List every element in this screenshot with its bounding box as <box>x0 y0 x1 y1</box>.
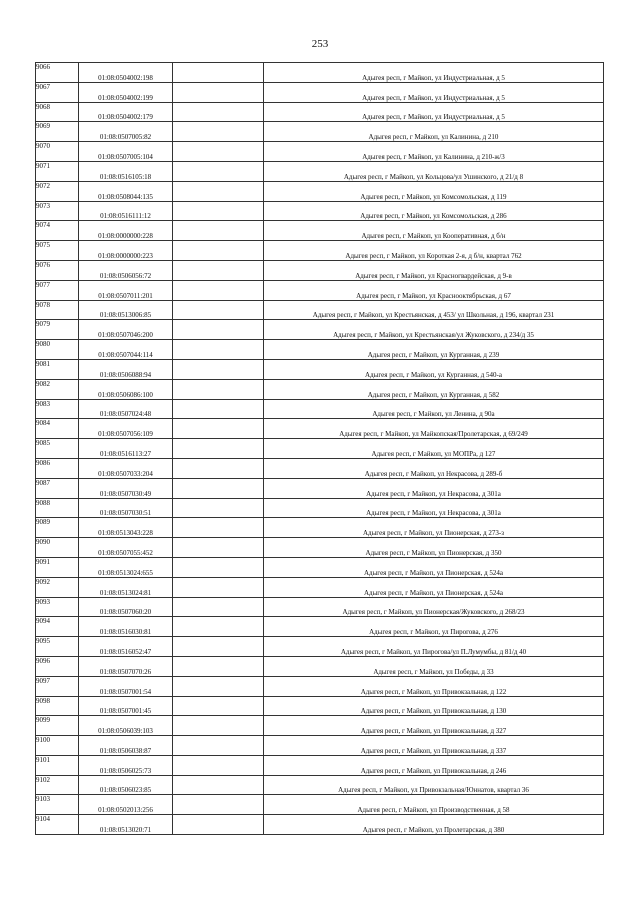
table-row <box>36 696 604 716</box>
cadastral-number-cell: 01:08:0506056:72 <box>79 260 173 280</box>
empty-cell <box>173 340 264 360</box>
table-row <box>36 656 604 676</box>
address-cell: Адыгея респ, г Майкоп, ул Красногвардейская, д 9-в <box>264 260 604 280</box>
table-row <box>36 82 604 102</box>
address-cell: Адыгея респ, г Майкоп, ул Пионерская, д 350 <box>264 538 604 558</box>
cadastral-number-cell: 01:08:0516030:81 <box>79 617 173 637</box>
table-row <box>36 122 604 142</box>
address-cell: Адыгея респ, г Майкоп, ул Майкопская/Пролетарская, д 69/249 <box>264 419 604 439</box>
empty-cell <box>173 755 264 775</box>
cadastral-number-cell: 01:08:0504002:198 <box>79 63 173 83</box>
cadastral-number-cell: 01:08:0516113:27 <box>79 439 173 459</box>
address-cell: Адыгея респ, г Майкоп, ул Пионерская, д 524а <box>264 577 604 597</box>
cadastral-number-cell: 01:08:0502013:256 <box>79 795 173 815</box>
cadastral-number-cell: 01:08:0507024:48 <box>79 399 173 419</box>
empty-cell <box>173 656 264 676</box>
row-number-cell: 9093 <box>36 597 79 617</box>
empty-cell <box>173 498 264 518</box>
address-cell: Адыгея респ, г Майкоп, ул Курганная, д 540-а <box>264 359 604 379</box>
row-number-cell: 9084 <box>36 419 79 439</box>
empty-cell <box>173 260 264 280</box>
address-cell: Адыгея респ, г Майкоп, ул Краснооктябрьская, д 67 <box>264 280 604 300</box>
cadastral-number-cell: 01:08:0506023:85 <box>79 775 173 795</box>
table-row <box>36 676 604 696</box>
table-row <box>36 597 604 617</box>
cadastral-number-cell: 01:08:0506038:87 <box>79 736 173 756</box>
table-row <box>36 181 604 201</box>
row-number-cell: 9081 <box>36 359 79 379</box>
row-number-cell: 9079 <box>36 320 79 340</box>
table-row <box>36 498 604 518</box>
empty-cell <box>173 518 264 538</box>
empty-cell <box>173 775 264 795</box>
cadastral-number-cell: 01:08:0513024:655 <box>79 557 173 577</box>
row-number-cell: 9089 <box>36 518 79 538</box>
table-row <box>36 260 604 280</box>
row-number-cell: 9094 <box>36 617 79 637</box>
row-number-cell: 9075 <box>36 241 79 261</box>
empty-cell <box>173 736 264 756</box>
row-number-cell: 9102 <box>36 775 79 795</box>
cadastral-number-cell: 01:08:0507011:201 <box>79 280 173 300</box>
address-cell: Адыгея респ, г Майкоп, ул Привокзальная, д 130 <box>264 696 604 716</box>
cadastral-number-cell: 01:08:0507033:204 <box>79 458 173 478</box>
cadastral-number-cell: 01:08:0507030:49 <box>79 478 173 498</box>
row-number-cell: 9091 <box>36 557 79 577</box>
address-cell: Адыгея респ, г Майкоп, ул Производственная, д 58 <box>264 795 604 815</box>
address-cell: Адыгея респ, г Майкоп, ул Индустриальная, д 5 <box>264 82 604 102</box>
row-number-cell: 9074 <box>36 221 79 241</box>
row-number-cell: 9085 <box>36 439 79 459</box>
row-number-cell: 9100 <box>36 736 79 756</box>
table-row <box>36 637 604 657</box>
table-row <box>36 538 604 558</box>
cadastral-number-cell: 01:08:0000000:223 <box>79 241 173 261</box>
row-number-cell: 9090 <box>36 538 79 558</box>
table-row <box>36 340 604 360</box>
cadastral-number-cell: 01:08:0507055:452 <box>79 538 173 558</box>
empty-cell <box>173 716 264 736</box>
page-number: 253 <box>311 38 329 50</box>
empty-cell <box>173 597 264 617</box>
empty-cell <box>173 676 264 696</box>
address-cell: Адыгея респ, г Майкоп, ул Пионерская, д 524а <box>264 557 604 577</box>
empty-cell <box>173 815 264 835</box>
row-number-cell: 9098 <box>36 696 79 716</box>
row-number-cell: 9101 <box>36 755 79 775</box>
table-row <box>36 775 604 795</box>
table-row <box>36 241 604 261</box>
empty-cell <box>173 82 264 102</box>
empty-cell <box>173 696 264 716</box>
cadastral-number-cell: 01:08:0506088:94 <box>79 359 173 379</box>
table-row <box>36 221 604 241</box>
empty-cell <box>173 617 264 637</box>
table-row <box>36 795 604 815</box>
table-row <box>36 399 604 419</box>
empty-cell <box>173 478 264 498</box>
empty-cell <box>173 161 264 181</box>
empty-cell <box>173 122 264 142</box>
cadastral-number-cell: 01:08:0504002:179 <box>79 102 173 122</box>
address-cell: Адыгея респ, г Майкоп, ул Пионерская/Жуковского, д 268/23 <box>264 597 604 617</box>
registry-table-body <box>36 63 604 835</box>
address-cell: Адыгея респ, г Майкоп, ул Некрасова, д 301а <box>264 498 604 518</box>
table-row <box>36 458 604 478</box>
empty-cell <box>173 637 264 657</box>
address-cell: Адыгея респ, г Майкоп, ул Комсомольская, д 286 <box>264 201 604 221</box>
table-row <box>36 300 604 320</box>
address-cell: Адыгея респ, г Майкоп, ул Крестьянская, д 453/ ул Школьная, д 196, квартал 231 <box>264 300 604 320</box>
address-cell: Адыгея респ, г Майкоп, ул Короткая 2-я, д б/н, квартал 762 <box>264 241 604 261</box>
table-row <box>36 63 604 83</box>
empty-cell <box>173 538 264 558</box>
row-number-cell: 9083 <box>36 399 79 419</box>
row-number-cell: 9066 <box>36 63 79 83</box>
empty-cell <box>173 320 264 340</box>
table-row <box>36 280 604 300</box>
address-cell: Адыгея респ, г Майкоп, ул Пирогова, д 276 <box>264 617 604 637</box>
table-row <box>36 161 604 181</box>
address-cell: Адыгея респ, г Майкоп, ул Комсомольская, д 119 <box>264 181 604 201</box>
empty-cell <box>173 439 264 459</box>
empty-cell <box>173 63 264 83</box>
cadastral-number-cell: 01:08:0507060:20 <box>79 597 173 617</box>
cadastral-number-cell: 01:08:0507030:51 <box>79 498 173 518</box>
row-number-cell: 9086 <box>36 458 79 478</box>
row-number-cell: 9095 <box>36 637 79 657</box>
row-number-cell: 9069 <box>36 122 79 142</box>
cadastral-number-cell: 01:08:0508044:135 <box>79 181 173 201</box>
address-cell: Адыгея респ, г Майкоп, ул Калинина, д 210-ж/3 <box>264 142 604 162</box>
table-row <box>36 755 604 775</box>
cadastral-number-cell: 01:08:0506086:100 <box>79 379 173 399</box>
address-cell: Адыгея респ, г Майкоп, ул Курганная, д 582 <box>264 379 604 399</box>
address-cell: Адыгея респ, г Майкоп, ул Калинина, д 210 <box>264 122 604 142</box>
cadastral-number-cell: 01:08:0507001:45 <box>79 696 173 716</box>
row-number-cell: 9088 <box>36 498 79 518</box>
cadastral-number-cell: 01:08:0000000:228 <box>79 221 173 241</box>
address-cell: Адыгея респ, г Майкоп, ул Крестьянская/ул Жуковского, д 234/д 35 <box>264 320 604 340</box>
empty-cell <box>173 221 264 241</box>
address-cell: Адыгея респ, г Майкоп, ул Привокзальная, д 337 <box>264 736 604 756</box>
table-row <box>36 142 604 162</box>
cadastral-number-cell: 01:08:0506025:73 <box>79 755 173 775</box>
table-row <box>36 201 604 221</box>
row-number-cell: 9087 <box>36 478 79 498</box>
address-cell: Адыгея респ, г Майкоп, ул Пирогова/ул П.Лумумбы, д 81/д 40 <box>264 637 604 657</box>
table-row <box>36 379 604 399</box>
cadastral-number-cell: 01:08:0507046:200 <box>79 320 173 340</box>
row-number-cell: 9097 <box>36 676 79 696</box>
row-number-cell: 9073 <box>36 201 79 221</box>
table-row <box>36 320 604 340</box>
cadastral-number-cell: 01:08:0513024:81 <box>79 577 173 597</box>
empty-cell <box>173 419 264 439</box>
row-number-cell: 9092 <box>36 577 79 597</box>
row-number-cell: 9071 <box>36 161 79 181</box>
row-number-cell: 9077 <box>36 280 79 300</box>
row-number-cell: 9082 <box>36 379 79 399</box>
address-cell: Адыгея респ, г Майкоп, ул Курганная, д 239 <box>264 340 604 360</box>
empty-cell <box>173 102 264 122</box>
row-number-cell: 9067 <box>36 82 79 102</box>
cadastral-number-cell: 01:08:0506039:103 <box>79 716 173 736</box>
empty-cell <box>173 241 264 261</box>
empty-cell <box>173 557 264 577</box>
empty-cell <box>173 181 264 201</box>
cadastral-number-cell: 01:08:0507001:54 <box>79 676 173 696</box>
cadastral-number-cell: 01:08:0507070:26 <box>79 656 173 676</box>
address-cell: Адыгея респ, г Майкоп, ул Некрасова, д 301а <box>264 478 604 498</box>
row-number-cell: 9076 <box>36 260 79 280</box>
cadastral-number-cell: 01:08:0507056:109 <box>79 419 173 439</box>
address-cell: Адыгея респ, г Майкоп, ул Индустриальная, д 5 <box>264 63 604 83</box>
row-number-cell: 9068 <box>36 102 79 122</box>
empty-cell <box>173 458 264 478</box>
address-cell: Адыгея респ, г Майкоп, ул МОПРа, д 127 <box>264 439 604 459</box>
row-number-cell: 9078 <box>36 300 79 320</box>
registry-table <box>35 62 604 835</box>
empty-cell <box>173 142 264 162</box>
cadastral-number-cell: 01:08:0516052:47 <box>79 637 173 657</box>
address-cell: Адыгея респ, г Майкоп, ул Кольцова/ул Ушинского, д 21/д 8 <box>264 161 604 181</box>
cadastral-number-cell: 01:08:0507005:82 <box>79 122 173 142</box>
empty-cell <box>173 300 264 320</box>
address-cell: Адыгея респ, г Майкоп, ул Привокзальная, д 327 <box>264 716 604 736</box>
row-number-cell: 9104 <box>36 815 79 835</box>
cadastral-number-cell: 01:08:0516111:12 <box>79 201 173 221</box>
address-cell: Адыгея респ, г Майкоп, ул Пролетарская, д 380 <box>264 815 604 835</box>
cadastral-number-cell: 01:08:0507005:104 <box>79 142 173 162</box>
row-number-cell: 9103 <box>36 795 79 815</box>
address-cell: Адыгея респ, г Майкоп, ул Ленина, д 90а <box>264 399 604 419</box>
empty-cell <box>173 379 264 399</box>
table-row <box>36 617 604 637</box>
cadastral-number-cell: 01:08:0513006:85 <box>79 300 173 320</box>
cadastral-number-cell: 01:08:0516105:18 <box>79 161 173 181</box>
table-row <box>36 359 604 379</box>
table-row <box>36 736 604 756</box>
table-row <box>36 815 604 835</box>
empty-cell <box>173 280 264 300</box>
table-row <box>36 439 604 459</box>
table-row <box>36 716 604 736</box>
row-number-cell: 9080 <box>36 340 79 360</box>
address-cell: Адыгея респ, г Майкоп, ул Кооперативная, д б/н <box>264 221 604 241</box>
row-number-cell: 9096 <box>36 656 79 676</box>
table-row <box>36 577 604 597</box>
table-row <box>36 419 604 439</box>
empty-cell <box>173 359 264 379</box>
address-cell: Адыгея респ, г Майкоп, ул Пионерская, д 273-з <box>264 518 604 538</box>
empty-cell <box>173 399 264 419</box>
row-number-cell: 9072 <box>36 181 79 201</box>
cadastral-number-cell: 01:08:0513043:228 <box>79 518 173 538</box>
address-cell: Адыгея респ, г Майкоп, ул Индустриальная, д 5 <box>264 102 604 122</box>
address-cell: Адыгея респ, г Майкоп, ул Победы, д 33 <box>264 656 604 676</box>
cadastral-number-cell: 01:08:0507044:114 <box>79 340 173 360</box>
address-cell: Адыгея респ, г Майкоп, ул Привокзальная, д 246 <box>264 755 604 775</box>
address-cell: Адыгея респ, г Майкоп, ул Привокзальная/Юннатов, квартал 36 <box>264 775 604 795</box>
empty-cell <box>173 201 264 221</box>
row-number-cell: 9099 <box>36 716 79 736</box>
table-row <box>36 478 604 498</box>
address-cell: Адыгея респ, г Майкоп, ул Некрасова, д 289-б <box>264 458 604 478</box>
empty-cell <box>173 795 264 815</box>
cadastral-number-cell: 01:08:0504002:199 <box>79 82 173 102</box>
cadastral-number-cell: 01:08:0513020:71 <box>79 815 173 835</box>
row-number-cell: 9070 <box>36 142 79 162</box>
table-row <box>36 102 604 122</box>
table-row <box>36 557 604 577</box>
table-row <box>36 518 604 538</box>
empty-cell <box>173 577 264 597</box>
address-cell: Адыгея респ, г Майкоп, ул Привокзальная, д 122 <box>264 676 604 696</box>
